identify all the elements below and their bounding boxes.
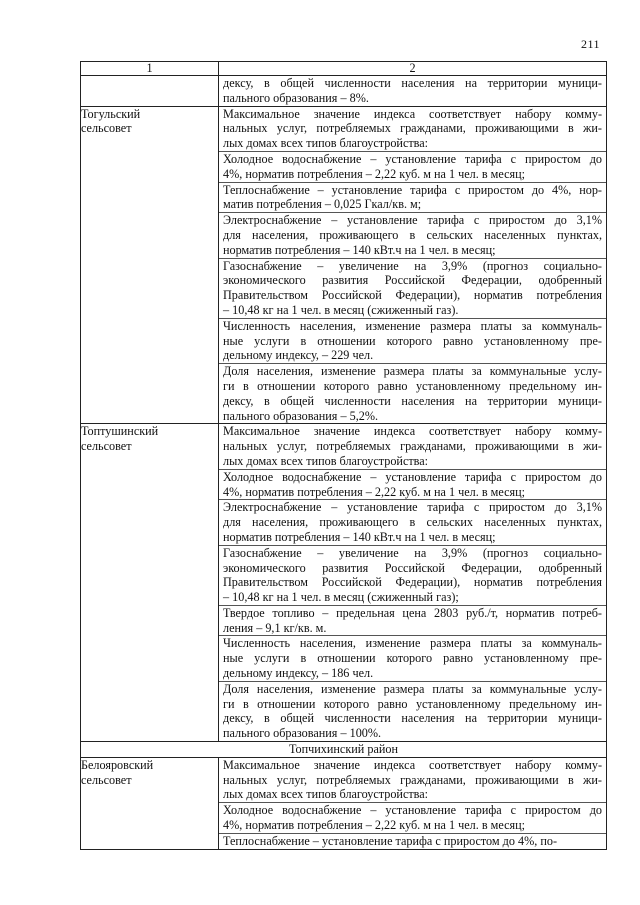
text-line: ные услуги в отношении которого равно установленному пре- xyxy=(223,333,602,348)
text-line: дексу, в общей численности населения на территории муници- xyxy=(223,711,602,726)
paragraph-first-line: Холодное водоснабжение – установление тарифа с приростом до xyxy=(219,151,606,167)
table-header-row xyxy=(81,62,607,76)
paragraph-first-line: Теплоснабжение – установление тарифа с приростом до 4%, нор- xyxy=(219,182,606,198)
text-line: – 10,48 кг на 1 чел. в месяц (сжиженный газ); xyxy=(223,590,459,605)
column-header-2: 2 xyxy=(219,62,607,76)
district-title: Топчихинский район xyxy=(81,742,607,758)
text-line: пального образования – 5,2%. xyxy=(223,408,379,423)
text-line: нальных услуг, потребляемых гражданами, проживающими в жи- xyxy=(223,772,602,787)
paragraph-first-line: Численность населения, изменение размера платы за коммуналь- xyxy=(219,635,606,651)
paragraph-first-line: Максимальное значение индекса соответствует набору комму- xyxy=(223,757,602,772)
text-line: норматив потребления – 140 кВт.ч на 1 чел. в месяц; xyxy=(223,529,496,544)
paragraph-first-line: Твердое топливо – предельная цена 2803 руб./т, норматив потреб- xyxy=(219,605,606,621)
text-line: пального образования – 100%. xyxy=(223,726,382,741)
text-line: для населения, проживающего в сельских населенных пунктах, xyxy=(223,515,602,530)
text-line: ные услуги в отношении которого равно установленному пре- xyxy=(223,651,602,666)
column-header-1: 1 xyxy=(81,62,219,76)
municipality-name-cell xyxy=(81,424,219,742)
municipality-name-cell xyxy=(81,757,219,849)
paragraph-first-line: Холодное водоснабжение – установление тарифа с приростом до xyxy=(219,802,606,818)
page-number: 211 xyxy=(580,37,600,51)
paragraph-first-line: Максимальное значение индекса соответствует набору комму- xyxy=(223,106,602,121)
text-line: лых домах всех типов благоустройства: xyxy=(223,453,429,468)
paragraph-first-line: Холодное водоснабжение – установление тарифа с приростом до xyxy=(219,469,606,485)
text-line: дексу, в общей численности населения на территории муници- xyxy=(223,393,602,408)
paragraph-first-line: Численность населения, изменение размера платы за коммуналь- xyxy=(219,318,606,334)
paragraph-first-line: Электроснабжение – установление тарифа с приростом до 3,1% xyxy=(219,212,606,228)
text-line: Правительством Российской Федерации), норматив потребления xyxy=(223,288,602,303)
continuation-content-cell xyxy=(219,76,607,107)
text-line: норматив потребления – 140 кВт.ч на 1 чел. в месяц; xyxy=(223,242,496,257)
text-line: экономического развития Российской Федерации, одобренный xyxy=(223,273,602,288)
tariff-index-table xyxy=(80,61,607,850)
municipality-name-line: Тогульский xyxy=(81,106,141,121)
paragraph-first-line: Доля населения, изменение размера платы за коммунальные услу- xyxy=(219,681,606,697)
text-line: дельному индексу, – 186 чел. xyxy=(223,666,374,681)
text-line: ги в отношении которого равно установленному предельному ин- xyxy=(223,696,602,711)
text-line: для населения, проживающего в сельских населенных пунктах, xyxy=(223,227,602,242)
text-line: лых домах всех типов благоустройства: xyxy=(223,136,429,151)
municipality-name-line: сельсовет xyxy=(81,772,132,787)
index-description-cell xyxy=(219,757,607,849)
text-line: нальных услуг, потребляемых гражданами, проживающими в жи- xyxy=(223,439,602,454)
text-line: Правительством Российской Федерации), норматив потребления xyxy=(223,575,602,590)
text-line: дельному индексу, – 229 чел. xyxy=(223,348,374,363)
municipality-name-line: Топтушинский xyxy=(81,424,159,439)
text-line: – 10,48 кг на 1 чел. в месяц (сжиженный газ). xyxy=(223,302,459,317)
paragraph-first-line: Доля населения, изменение размера платы за коммунальные услу- xyxy=(219,363,606,379)
text-line: матив потребления – 0,025 Гкал/кв. м; xyxy=(223,197,422,212)
municipality-name-line: сельсовет xyxy=(81,121,132,136)
text-line: ги в отношении которого равно установленному предельному ин- xyxy=(223,378,602,393)
index-description-cell xyxy=(219,106,607,424)
continuation-row xyxy=(81,76,607,107)
text-line: нальных услуг, потребляемых гражданами, проживающими в жи- xyxy=(223,121,602,136)
text-line: ления – 9,1 кг/кв. м. xyxy=(223,620,327,635)
text-line: 4%, норматив потребления – 2,22 куб. м на 1 чел. в месяц; xyxy=(223,818,525,833)
text-line: 4%, норматив потребления – 2,22 куб. м на 1 чел. в месяц; xyxy=(223,484,525,499)
paragraph-first-line: Максимальное значение индекса соответствует набору комму- xyxy=(223,424,602,439)
text-line: экономического развития Российской Федерации, одобренный xyxy=(223,560,602,575)
municipality-row xyxy=(81,106,607,424)
district-section-row xyxy=(81,742,607,758)
municipality-name-line: сельсовет xyxy=(81,439,132,454)
paragraph-first-line: Газоснабжение – увеличение на 3,9% (прогноз социально- xyxy=(219,545,606,561)
index-description-cell xyxy=(219,424,607,742)
municipality-row xyxy=(81,424,607,742)
municipality-row xyxy=(81,757,607,849)
paragraph-first-line: Теплоснабжение – установление тарифа с приростом до 4%, по- xyxy=(219,833,606,849)
text-line: пального образования – 8%. xyxy=(223,90,369,105)
text-line: 4%, норматив потребления – 2,22 куб. м на 1 чел. в месяц; xyxy=(223,166,525,181)
text-line: лых домах всех типов благоустройства: xyxy=(223,787,429,802)
municipality-name-cell xyxy=(81,106,219,424)
municipality-name-line: Белояровский xyxy=(81,757,154,772)
paragraph-first-line: Газоснабжение – увеличение на 3,9% (прогноз социально- xyxy=(219,258,606,274)
continuation-name-cell xyxy=(81,76,219,107)
text-line: дексу, в общей численности населения на территории муници- xyxy=(223,76,602,90)
paragraph-first-line: Электроснабжение – установление тарифа с приростом до 3,1% xyxy=(219,499,606,515)
